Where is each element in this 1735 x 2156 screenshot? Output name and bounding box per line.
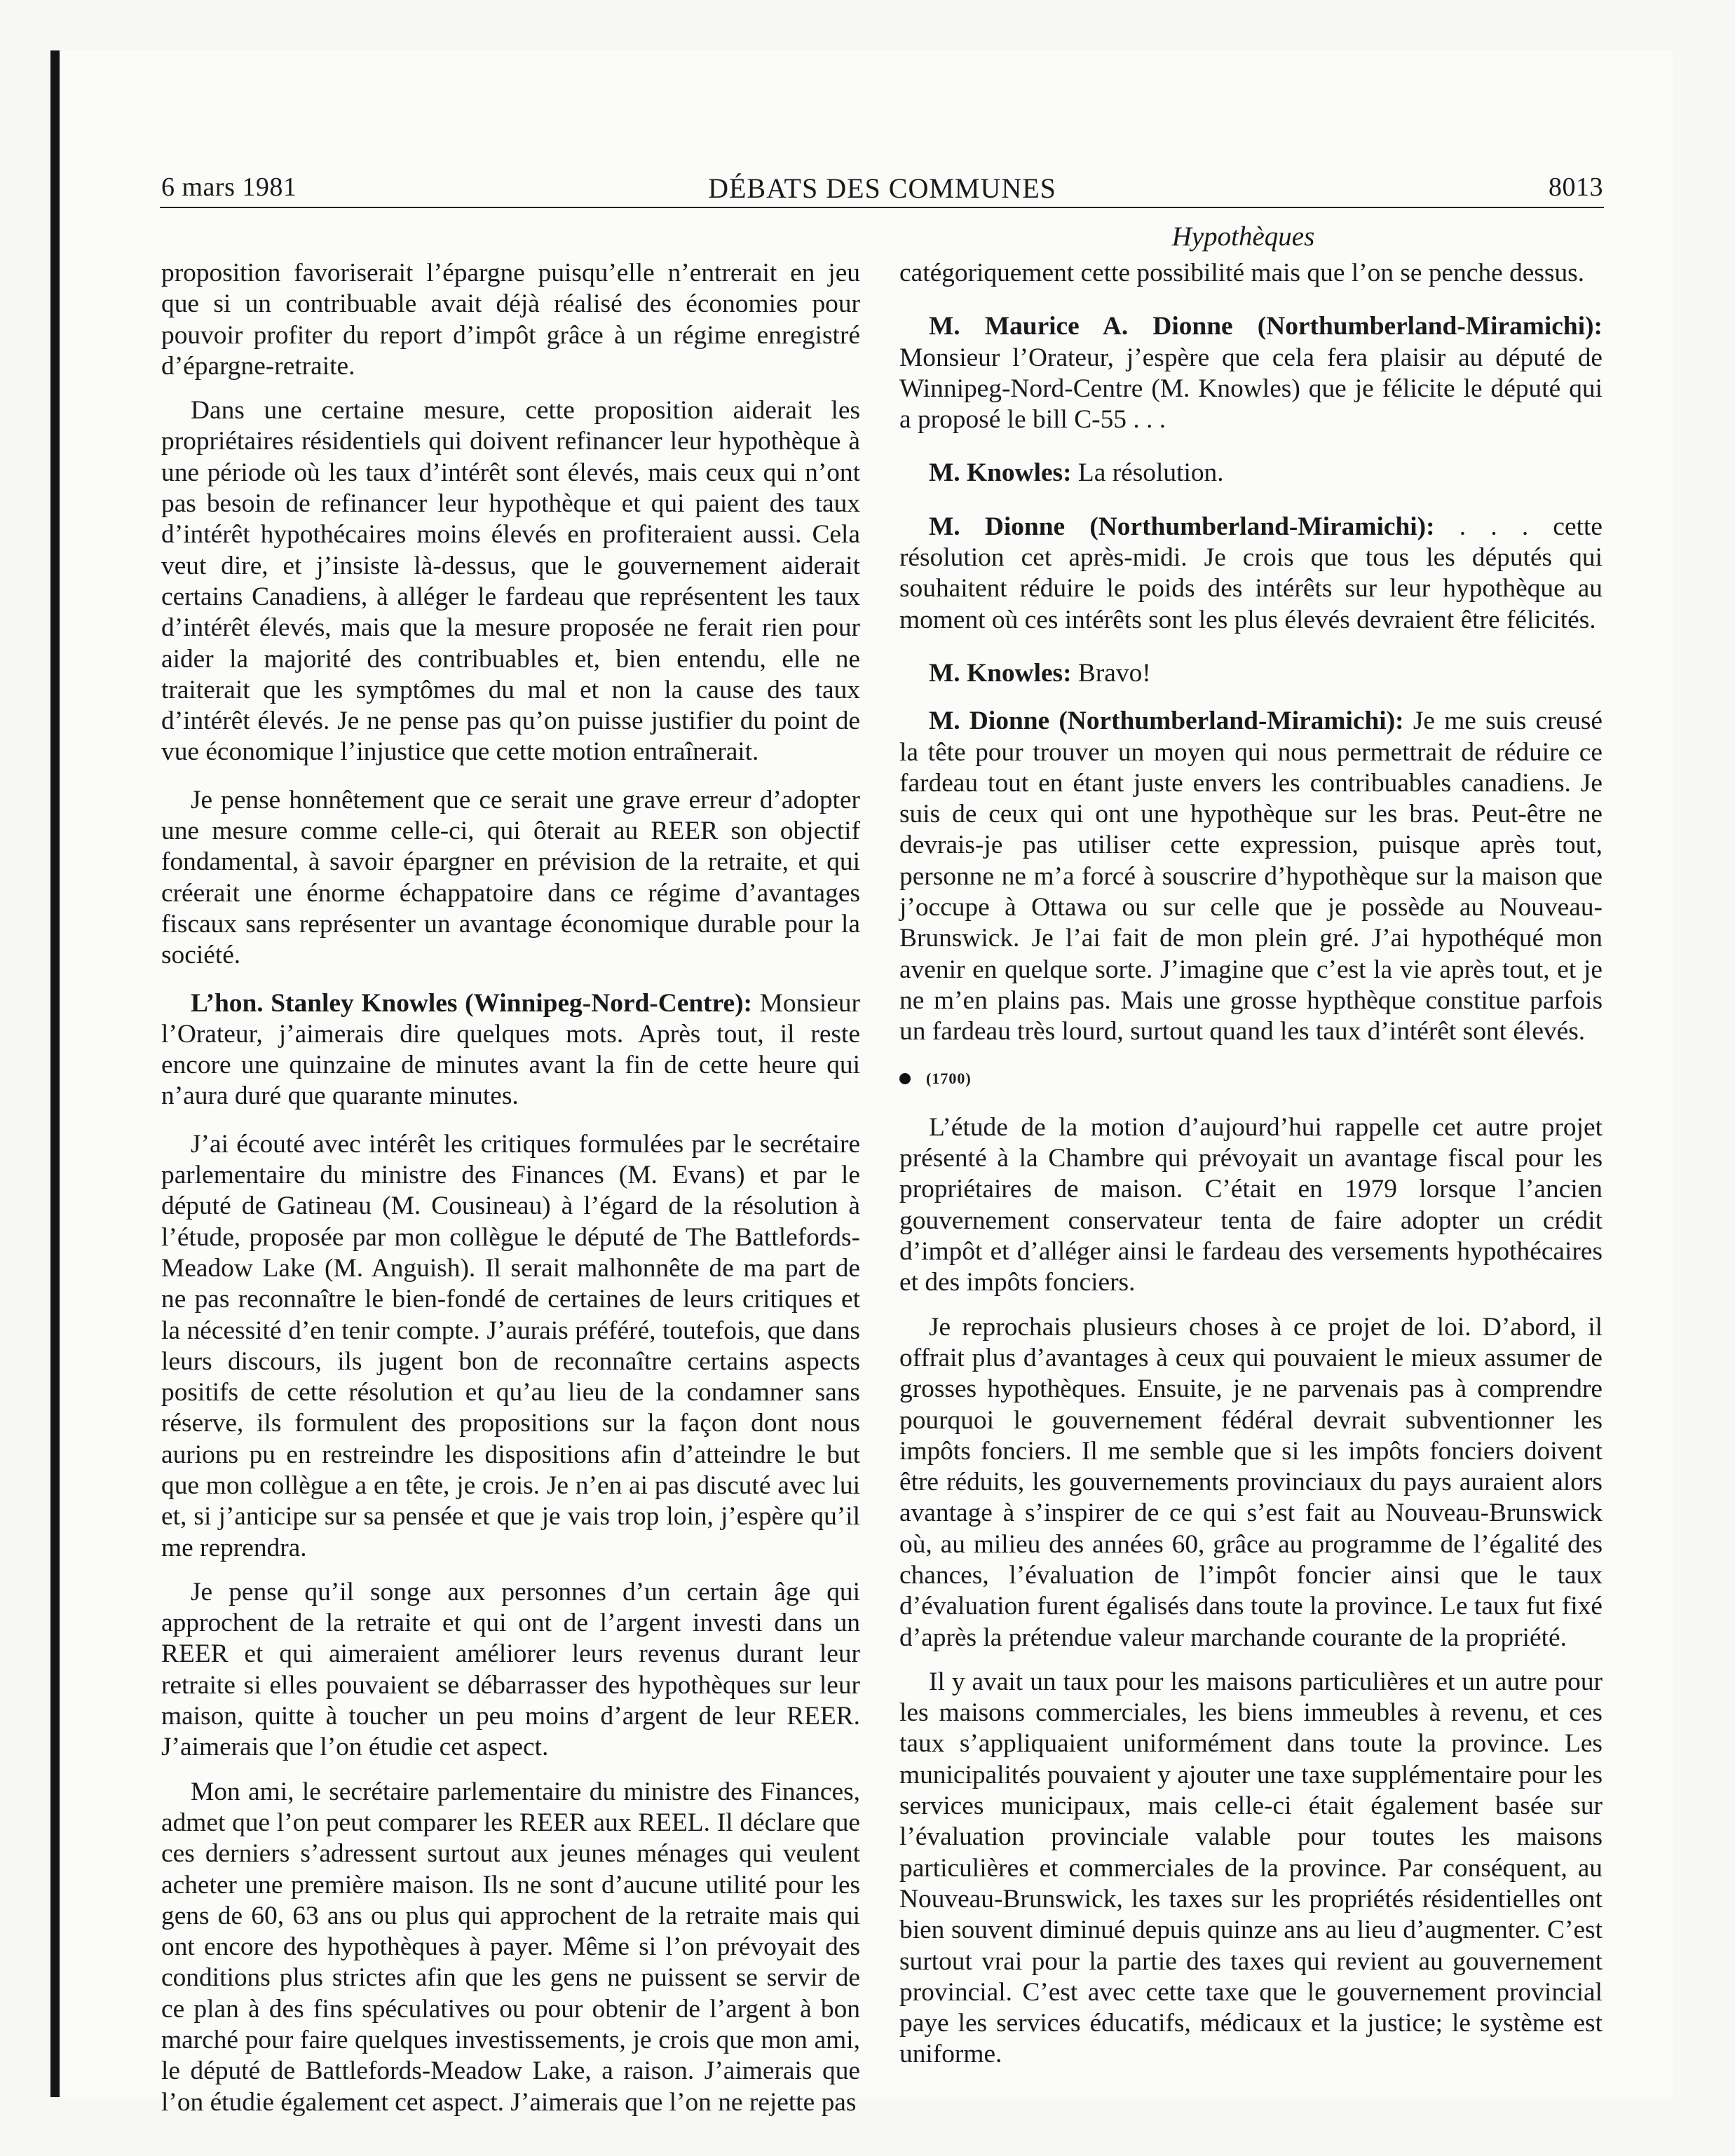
paragraph-text: proposition favoriserait l’épargne puisqu’elle n’entrerait en jeu que si un contribuable avait déjà réalisé des économies pour pouvoir profiter du report d’impôt grâce à un régime enregistré d’épargne-retraite.: [161, 259, 860, 381]
paragraph: [899, 311, 1603, 435]
speaker: M. Knowles:: [929, 458, 1072, 488]
header-rule: [160, 207, 1604, 208]
paragraph-text: Je pense honnêtement que ce serait une grave erreur d’adopter une mesure comme celle-ci, qui ôterait au REER son objectif fondamental, à savoir épargner en prévision de la retraite, et qui créerait une énorme échappatoire dans ce régime d’avantages fiscaux sans représenter un avantage économique durable pour la société.: [161, 785, 860, 970]
paragraph: [899, 1667, 1603, 2070]
paragraph-text: Je me suis creusé la tête pour trouver un moyen qui nous permettrait de réduire ce fardeau tout en étant juste envers les contribuables canadiens. Je suis de ceux qui ont une hypothèque sur les bras. Peut-être ne devrais-je pas utiliser cette expression, puisque après tout, personne ne m’a forcé à souscrire d’hypothèque sur la maison que j’occupe à Ottawa ou sur celle que je possède au Nouveau-Brunswick. Je l’ai fait de mon plein gré. J’ai hypothéqué mon avenir en quelque sorte. J’imagine que c’est la vie après tout, et je ne m’en plains pas. Mais une grosse hypthèque constitue parfois un fardeau très lourd, surtout quand les taux d’intérêt sont élevés.: [899, 707, 1603, 1046]
paragraph: [899, 258, 1603, 289]
paragraph-text: Mon ami, le secrétaire parlementaire du ministre des Finances, admet que l’on peut comparer les REER aux REEL. Il déclare que ces derniers s’adressent surtout aux jeunes ménages qui veulent acheter une première maison. Ils ne sont d’aucune utilité pour les gens de 60, 63 ans ou plus qui approchent de la retraite mais qui ont encore des hypothèques à payer. Même si l’on prévoyait des conditions plus strictes afin que les gens ne puissent se servir de ce plan à des fins spéculatives ou pour obtenir de l’argent à bon marché pour faire quelques investissements, je crois que mon ami, le député de Battlefords-Meadow Lake, a raison. J’aimerais que l’on étudie également cet aspect. J’aimerais que l’on ne rejette pas: [161, 1777, 860, 2117]
speaker: M. Maurice A. Dionne (Northumberland-Miramichi):: [929, 312, 1603, 341]
paragraph: [161, 785, 860, 971]
time-marker-label: (1700): [926, 1069, 972, 1087]
paragraph-text: Il y avait un taux pour les maisons particulières et un autre pour les maisons commerciales, les biens immeubles à revenu, et ces taux s’appliquaient uniformément dans toute la province. Les municipalités pouvaient y ajouter une taxe supplémentaire pour les services municipaux, mais celle-ci était également basée sur l’évaluation provinciale valable pour toutes les maisons particulières et commerciales de la province. Par conséquent, au Nouveau-Brunswick, les taxes sur les propriétés résidentielles ont bien souvent diminué depuis quinze ans au lieu d’augmenter. C’est surtout vrai pour la partie des taxes qui revient au gouvernement provincial. C’est avec cette taxe que le gouvernement provincial paye les services éducatifs, médicaux et la justice; le système est uniforme.: [899, 1667, 1603, 2069]
left-column: [161, 258, 860, 2131]
paragraph-text: Dans une certaine mesure, cette proposition aiderait les propriétaires résidentiels qui doivent refinancer leur hypothèque à une période où les taux d’intérêt sont élevés, mais ceux qui n’ont pas besoin de refinancer leur hypothèque et qui paient des taux d’intérêt hypothécaires moins élevés en profiteraient aussi. Cela veut dire, et j’insiste là-dessus, que le gouvernement aiderait certains Canadiens, à alléger le fardeau que représentent les taux d’intérêt élevés, mais que la mesure proposée ne ferait rien pour aider la majorité des contribuables et, bien entendu, elle ne traiterait que les symptômes du mal et non la cause des taux d’intérêt élevés. Je ne pense pas qu’on puisse justifier du point de vue économique l’injustice que cette motion entraînerait.: [161, 396, 860, 767]
speaker: M. Dionne (Northumberland-Miramichi):: [929, 512, 1435, 541]
paragraph: [899, 458, 1603, 489]
paragraph-text: La résolution.: [1071, 458, 1224, 488]
paragraph-text: Monsieur l’Orateur, j’aimerais dire quelques mots. Après tout, il reste encore une quinzaine de minutes avant la fin de cette heure qui n’aura duré que quarante minutes.: [161, 988, 860, 1111]
paragraph: [899, 658, 1603, 689]
speaker: M. Knowles:: [929, 658, 1072, 688]
time-marker: [899, 1063, 1603, 1094]
paragraph: [161, 395, 860, 768]
paragraph: [161, 1577, 860, 1763]
paragraph-text: . . . cette résolution cet après-midi. Je crois que tous les députés qui souhaitent réduire le poids des intérêts sur leur hypothèque au moment où ces intérêts sont les plus élevés devraient être félicités.: [899, 512, 1603, 634]
paragraph: [161, 1129, 860, 1564]
section-title: Hypothèques: [1171, 221, 1315, 252]
paragraph-text: Bravo!: [1071, 658, 1151, 688]
speaker: M. Dionne (Northumberland-Miramichi):: [929, 707, 1404, 736]
bullet-icon: [899, 1073, 911, 1084]
header-date: 6 mars 1981: [161, 172, 297, 202]
paragraph: [899, 706, 1603, 1047]
right-column: [899, 258, 1603, 2084]
speaker: L’hon. Stanley Knowles (Winnipeg-Nord-Centre):: [191, 988, 752, 1018]
paragraph-text: Je pense qu’il songe aux personnes d’un certain âge qui approchent de la retraite et qui ont de l’argent investi dans un REER et qui aimeraient améliorer leurs revenus durant leur retraite si elles pouvaient se débarrasser des hypothèques sur leur maison, quitte à toucher un peu moins d’argent de leur REER. J’aimerais que l’on étudie cet aspect.: [161, 1577, 860, 1762]
paragraph-text: Je reprochais plusieurs choses à ce projet de loi. D’abord, il offrait plus d’avantages à ceux qui pouvaient le mieux assumer de grosses hypothèques. Ensuite, je ne parvenais pas à comprendre pourquoi le gouvernement fédéral devrait subventionner les impôts fonciers. Il me semble que si les impôts fonciers doivent être réduits, les gouvernements provinciaux du pays auraient alors avantage à s’inspirer de ce qui s’est fait au Nouveau-Brunswick où, au milieu des années 60, grâce au programme de l’égalité des chances, l’évaluation de l’impôt foncier ainsi que le taux d’évaluation furent égalisés dans toute la province. Le taux fut fixé d’après la prétendue valeur marchande courante de la propriété.: [899, 1312, 1603, 1652]
page-header: [161, 172, 1603, 205]
paragraph: [161, 988, 860, 1112]
paragraph: [899, 1312, 1603, 1653]
page-binding-edge: [50, 50, 60, 2097]
paragraph-text: J’ai écouté avec intérêt les critiques formulées par le secrétaire parlementaire du ministre des Finances (M. Evans) et par le député de Gatineau (M. Cousineau) à l’égard de la résolution à l’étude, proposée par mon collègue le député de The Battlefords-Meadow Lake (M. Anguish). Il serait malhonnête de ma part de ne pas reconnaître le bien-fondé de certaines de leurs critiques et la nécessité d’en tenir compte. J’aurais préféré, toutefois, que dans leurs discours, ils jugent bon de reconnaître certains aspects positifs de cette résolution et qu’au lieu de la condamner sans réserve, ils formulent des propositions sur la façon dont nous aurions pu en restreindre les dispositions afin d’atteindre le but que mon collègue a en tête, je crois. Je n’en ai pas discuté avec lui et, si j’anticipe sur sa pensée et que je vais trop loin, j’espère qu’il me reprendra.: [161, 1129, 860, 1562]
paragraph: [161, 258, 860, 382]
paragraph: [899, 512, 1603, 636]
header-title: DÉBATS DES COMMUNES: [708, 172, 1056, 204]
paragraph-text: L’étude de la motion d’aujourd’hui rappelle cet autre projet présenté à la Chambre qui prévoyait un avantage fiscal pour les propriétaires de maison. C’était en 1979 lorsque l’ancien gouvernement conservateur tenta de faire adopter un crédit d’impôt et d’alléger ainsi le fardeau des versements hypothécaires et des impôts fonciers.: [899, 1112, 1603, 1297]
paragraph-text: Monsieur l’Orateur, j’espère que cela fera plaisir au député de Winnipeg-Nord-Centre (M. Knowles) que je félicite le député qui a proposé le bill C-55 . . .: [899, 343, 1603, 435]
paragraph: [161, 1777, 860, 2118]
paragraph-text: catégoriquement cette possibilité mais que l’on se penche dessus.: [899, 259, 1585, 287]
paragraph: [899, 1112, 1603, 1299]
header-page-number: 8013: [1549, 172, 1603, 202]
